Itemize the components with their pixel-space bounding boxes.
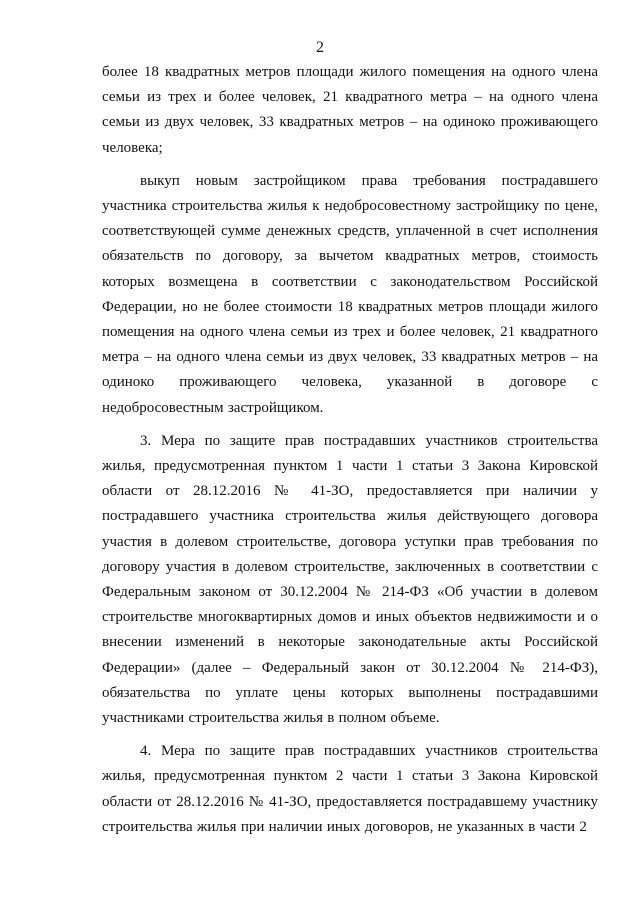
paragraph-item-3: 3. Мера по защите прав пострадавших участников строительства жилья, предусмотренная пунктом 1 части 1 статьи 3 Закона Кировской области от 28.12.2016 № 41-ЗО, предоставляется при наличии у пострадавшего участника строительства жилья действующего договора участия в долевом строительстве, договора уступки прав требования по договору участия в долевом строительстве, заключенных в соответствии с Федеральным законом от 30.12.2004 № 214-ФЗ «Об участии в долевом строительстве многоквартирных домов и иных объектов недвижимости и о внесении изменений в некоторые законодательные акты Российской Федерации» (далее – Федеральный закон от 30.12.2004 № 214-ФЗ), обязательства по уплате цены которых выполнены пострадавшими участниками строительства жилья в полном объеме. <box>102 432 598 727</box>
page-number: 2 <box>316 39 324 56</box>
paragraph-continuation: более 18 квадратных метров площади жилого помещения на одного члена семьи из трех и более человек, 21 квадратного метра – на одного члена семьи из двух человек, 33 квадратных метров – на одиноко проживающего человека; <box>102 64 598 156</box>
paragraph-item-4: 4. Мера по защите прав пострадавших участников строительства жилья, предусмотренная пунктом 2 части 1 статьи 3 Закона Кировской области от 28.12.2016 № 41-ЗО, предоставляется пострадавшему участнику строительства жилья при наличии иных договоров, не указанных в части 2 <box>102 743 598 835</box>
document-body <box>102 60 598 840</box>
paragraph-buyout: выкуп новым застройщиком права требования пострадавшего участника строительства жилья к недобросовестному застройщику по цене, соответствующей сумме денежных средств, уплаченной в счет исполнения обязательств по договору, за вычетом квадратных метров, стоимость которых возмещена в соответствии с законодательством Российской Федерации, но не более стоимости 18 квадратных метров площади жилого помещения на одного члена семьи из трех и более человек, 21 квадратного метра – на одного члена семьи из двух человек, 33 квадратных метров – на одиноко проживающего человека, указанной в договоре с недобросовестным застройщиком. <box>102 172 598 416</box>
